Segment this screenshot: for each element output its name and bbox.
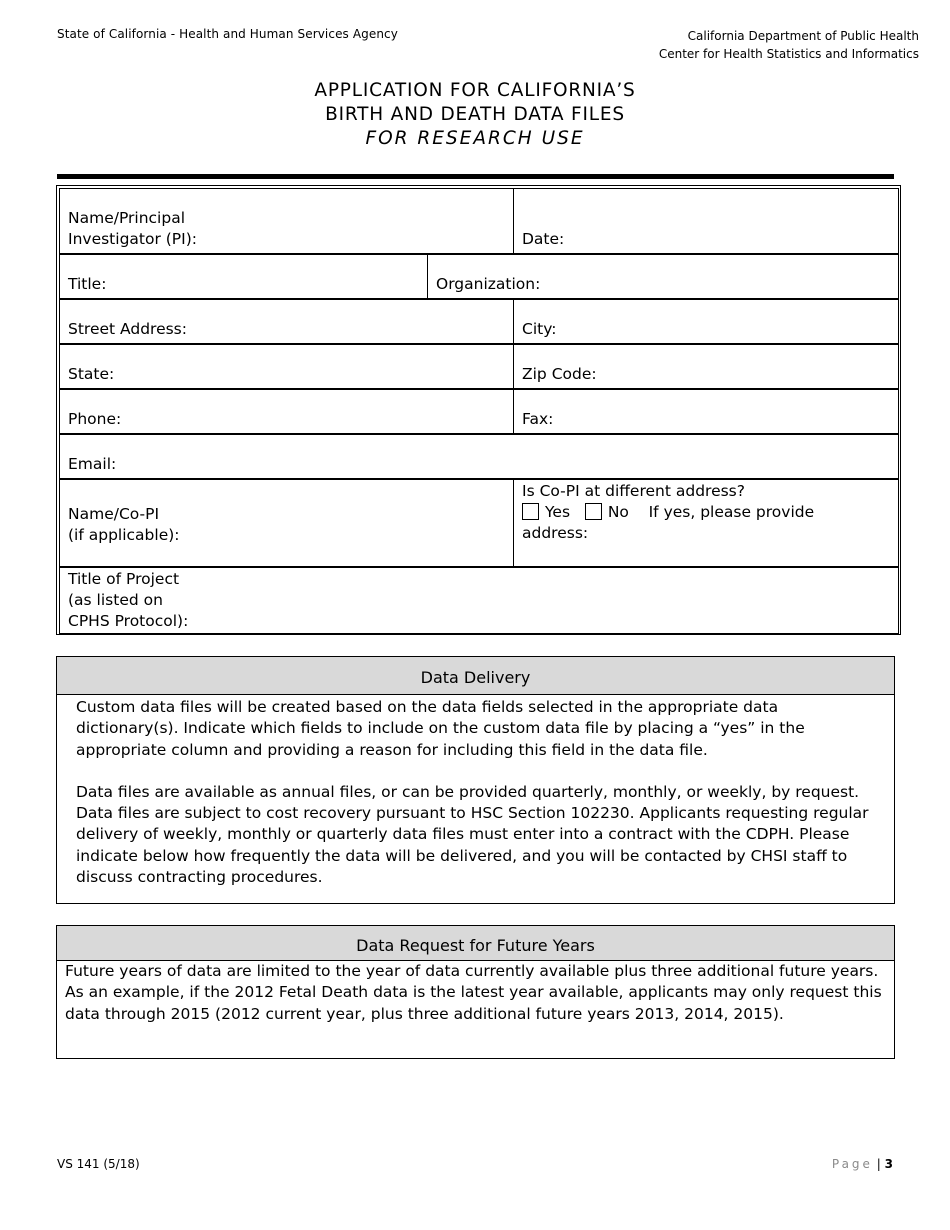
label-date: Date: (522, 230, 565, 248)
future-years-heading: Data Request for Future Years (57, 926, 894, 961)
header-department (659, 27, 919, 63)
label-email: Email: (68, 455, 117, 473)
data-delivery-para2: Data files are available as annual files, or can be provided quarterly, monthly, or weekly, by request. Data files are subject to cost recovery pursuant to HSC Section 102230. Applicants requesting regular delivery of weekly, monthly or quarterly data files must enter into a contract with the CDPH. Please indicate below how frequently the data will be delivered, and you will be contacted by CHSI staff to discuss contracting procedures. (76, 782, 869, 887)
label-city: City: (522, 320, 557, 338)
page-number (832, 1157, 893, 1171)
field-name-pi[interactable] (59, 188, 514, 254)
label-co-pi-2: (if applicable): (68, 526, 180, 544)
data-delivery-para1: Custom data files will be created based on the data fields selected in the appropriate data dictionary(s). Indicate which fields to include on the custom data file by placing a “yes” in the appropriate column and providing a reason for including this field in the data file. (76, 698, 805, 759)
field-email[interactable] (59, 434, 899, 479)
field-organization[interactable] (427, 254, 899, 299)
title-line2: BIRTH AND DEATH DATA FILES (325, 104, 625, 125)
field-phone[interactable] (59, 389, 514, 434)
title-line3: FOR RESEARCH USE (365, 128, 585, 149)
co-pi-address-question (513, 479, 899, 567)
label-if-yes: If yes, please provide (648, 503, 815, 521)
field-city[interactable] (513, 299, 899, 344)
yes-checkbox[interactable] (522, 503, 539, 520)
label-project-2: (as listed on (68, 591, 163, 609)
label-street: Street Address: (68, 320, 187, 338)
label-organization: Organization: (436, 275, 541, 293)
label-no: No (607, 503, 629, 521)
label-state: State: (68, 365, 115, 383)
data-delivery-heading: Data Delivery (57, 657, 894, 695)
data-delivery-section (56, 656, 895, 904)
label-co-pi-question: Is Co-PI at different address? (522, 482, 745, 500)
header-department-line2: Center for Health Statistics and Informatics (658, 47, 919, 61)
header-department-line1: California Department of Public Health (687, 29, 919, 43)
field-zip-code[interactable] (513, 344, 899, 389)
label-title: Title: (68, 275, 107, 293)
field-street-address[interactable] (59, 299, 514, 344)
co-pi-options (522, 502, 814, 523)
page-separator: | (876, 1157, 881, 1171)
header-agency: State of California - Health and Human Services Agency (57, 27, 398, 41)
field-project-title[interactable] (59, 567, 899, 634)
title-divider (57, 174, 894, 179)
label-name-pi-1: Name/Principal (68, 209, 185, 227)
label-zip: Zip Code: (522, 365, 597, 383)
label-yes: Yes (545, 503, 571, 521)
future-years-text: Future years of data are limited to the year of data currently available plus three additional future years. As an example, if the 2012 Fetal Death data is the latest year available, applicants may only request this data through 2015 (2012 current year, plus three additional future years 2013, 2014, 2015). (65, 962, 882, 1023)
label-fax: Fax: (522, 410, 554, 428)
no-checkbox[interactable] (585, 503, 602, 520)
page-number-value: 3 (884, 1157, 893, 1171)
field-date[interactable] (513, 188, 899, 254)
data-delivery-body (57, 695, 894, 888)
field-co-pi[interactable] (59, 479, 514, 567)
field-title[interactable] (59, 254, 428, 299)
applicant-info-form (56, 185, 901, 635)
form-id: VS 141 (5/18) (57, 1157, 140, 1171)
label-project-1: Title of Project (68, 570, 180, 588)
label-co-pi-1: Name/Co-PI (68, 505, 160, 523)
label-name-pi-2: Investigator (PI): (68, 230, 197, 248)
field-fax[interactable] (513, 389, 899, 434)
page-title (0, 79, 950, 151)
label-project-3: CPHS Protocol): (68, 612, 189, 630)
page-label: Page (831, 1157, 873, 1171)
future-years-section (56, 925, 895, 1059)
label-phone: Phone: (68, 410, 122, 428)
label-address: address: (522, 524, 589, 542)
title-line1: APPLICATION FOR CALIFORNIA’S (314, 80, 636, 101)
field-state[interactable] (59, 344, 514, 389)
future-years-body (57, 961, 894, 1025)
